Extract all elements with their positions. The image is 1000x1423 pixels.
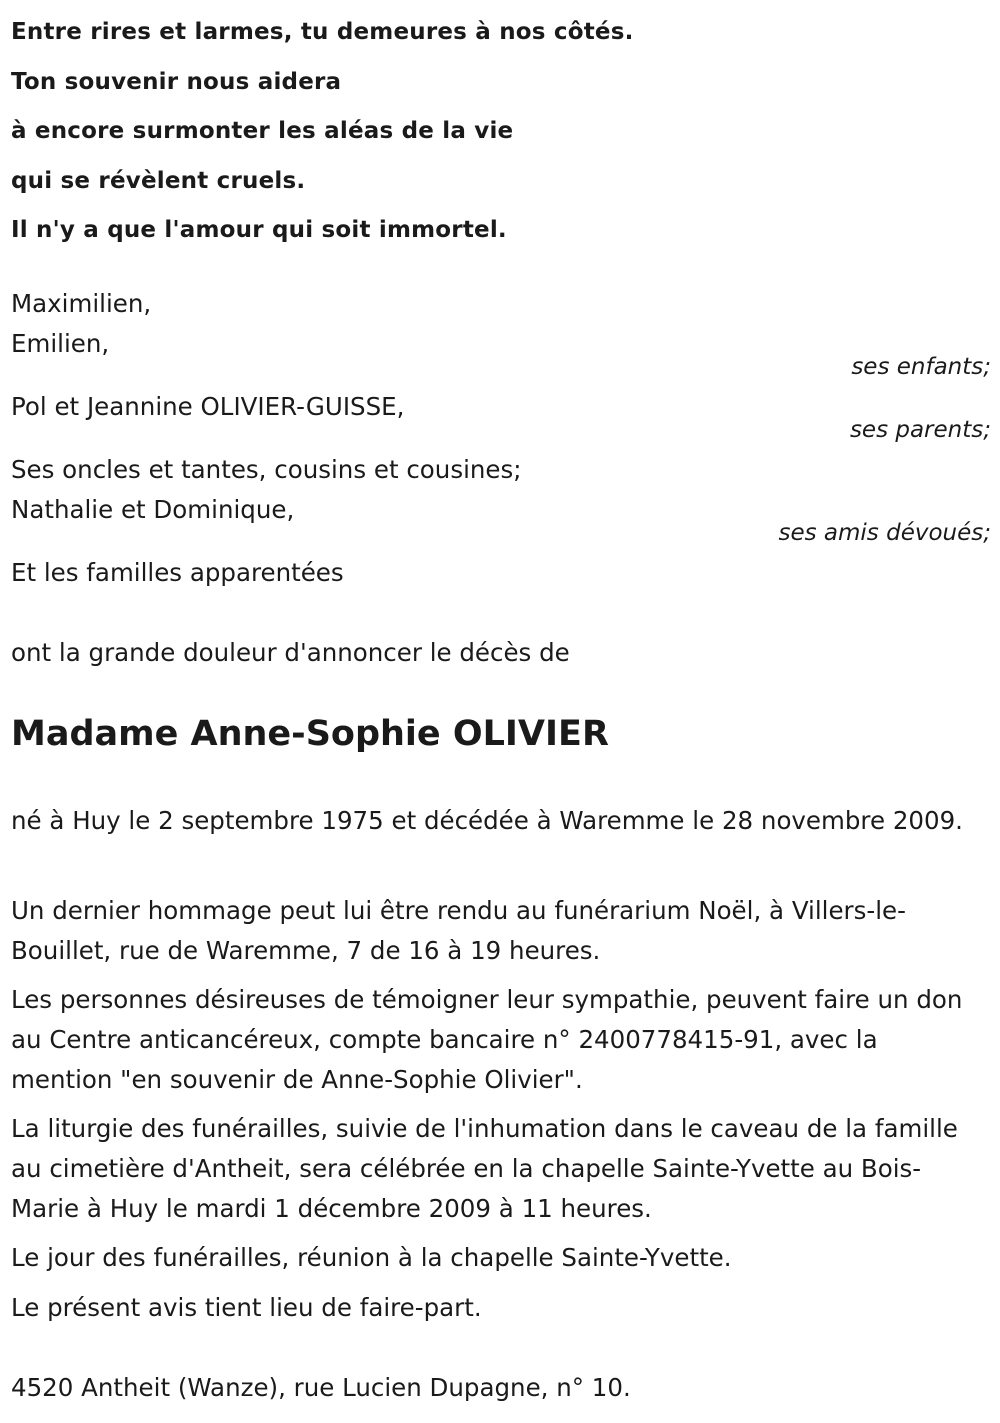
poem-line: qui se révèlent cruels.	[11, 167, 306, 194]
poem-line: Ton souvenir nous aidera	[11, 68, 342, 95]
child-name: Maximilien,	[11, 289, 152, 318]
child-name: Emilien,	[11, 329, 110, 358]
liturgy-paragraph: La liturgie des funérailles, suivie de l'inhumation dans le caveau de la famille au cimetière d'Antheit, sera célébrée en la chapelle Sainte-Yvette au Bois-Marie à Huy le mardi 1 décembre 2009 à 11 heures.	[11, 1114, 958, 1223]
poem-line: à encore surmonter les aléas de la vie	[11, 118, 514, 144]
friends-role: ses amis dévoués;	[778, 520, 991, 546]
friends-names: Nathalie et Dominique,	[11, 495, 295, 524]
children-role: ses enfants;	[851, 354, 991, 380]
obituary-notice	[11, 0, 991, 1423]
poem-line: Il n'y a que l'amour qui soit immortel.	[11, 217, 507, 243]
meeting-paragraph: Le jour des funérailles, réunion à la chapelle Sainte-Yvette.	[11, 1243, 732, 1272]
parents-role: ses parents;	[849, 417, 991, 443]
notice-paragraph: Le présent avis tient lieu de faire-part.	[11, 1293, 482, 1322]
address-line: 4520 Antheit (Wanze), rue Lucien Dupagne, n° 10.	[11, 1373, 631, 1402]
parents-names: Pol et Jeannine OLIVIER-GUISSE,	[11, 392, 405, 421]
relatives-line: Ses oncles et tantes, cousins et cousines;	[11, 455, 522, 484]
families-line: Et les familles apparentées	[11, 558, 344, 587]
poem-line: Entre rires et larmes, tu demeures à nos côtés.	[11, 19, 634, 45]
poem	[11, 8, 991, 256]
deceased-name: Madame Anne-Sophie OLIVIER	[11, 714, 609, 754]
tribute-paragraph: Un dernier hommage peut lui être rendu au funérarium Noël, à Villers-le-Bouillet, rue de Waremme, 7 de 16 à 19 heures.	[11, 896, 906, 965]
donation-paragraph: Les personnes désireuses de témoigner leur sympathie, peuvent faire un don au Centre anticancéreux, compte bancaire n° 2400778415-91, avec la mention "en souvenir de Anne-Sophie Olivier".	[11, 985, 963, 1094]
birth-death-paragraph: né à Huy le 2 septembre 1975 et décédée à Waremme le 28 novembre 2009.	[11, 806, 963, 835]
announcement-line: ont la grande douleur d'annoncer le décès de	[11, 638, 570, 667]
